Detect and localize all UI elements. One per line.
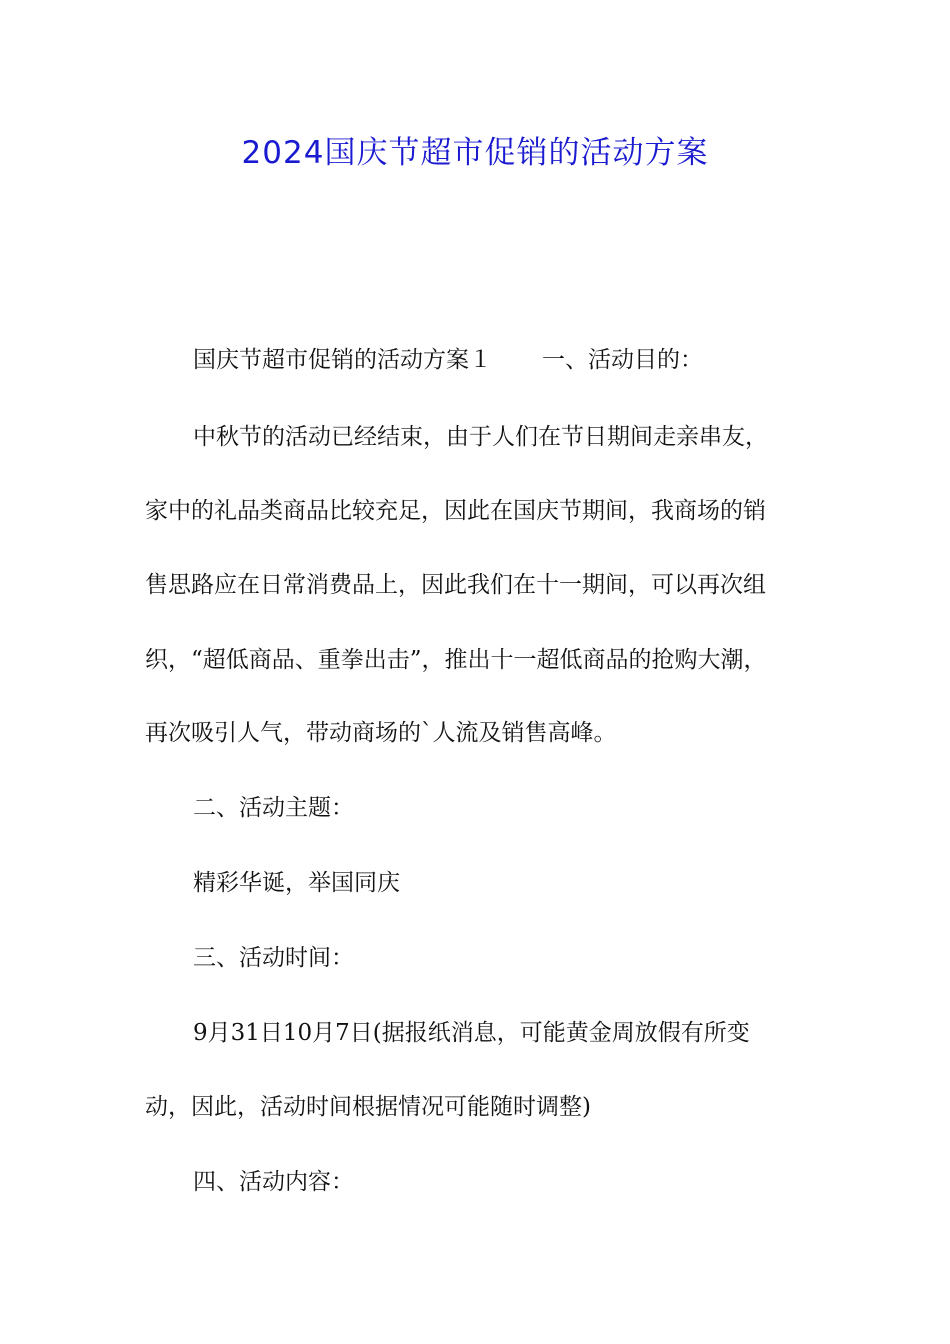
section-heading-time: 三、活动时间： bbox=[193, 945, 354, 971]
section-heading-purpose: 一、活动目的： bbox=[542, 347, 703, 373]
paragraph-line-time-1: 9月31日10月7日(据报纸消息，可能黄金周放假有所变 bbox=[193, 1020, 750, 1046]
section-heading-plan-1: 国庆节超市促销的活动方案１ bbox=[193, 347, 492, 373]
paragraph-line-6: 再次吸引人气，带动商场的`人流及销售高峰。 bbox=[145, 720, 617, 746]
document-title: 2024国庆节超市促销的活动方案 bbox=[241, 135, 709, 171]
paragraph-line-2: 中秋节的活动已经结束，由于人们在节日期间走亲串友， bbox=[193, 424, 768, 450]
paragraph-line-1 bbox=[193, 343, 703, 377]
paragraph-line-3: 家中的礼品类商品比较充足，因此在国庆节期间，我商场的销 bbox=[145, 498, 766, 524]
paragraph-line-5: 织，“超低商品、重拳出击”，推出十一超低商品的抢购大潮， bbox=[145, 647, 767, 673]
paragraph-line-4: 售思路应在日常消费品上，因此我们在十一期间，可以再次组 bbox=[145, 572, 766, 598]
section-heading-theme: 二、活动主题： bbox=[193, 795, 354, 821]
theme-text: 精彩华诞，举国同庆 bbox=[193, 870, 400, 896]
paragraph-line-time-2: 动，因此，活动时间根据情况可能随时调整) bbox=[145, 1094, 591, 1120]
section-heading-content: 四、活动内容： bbox=[193, 1169, 354, 1195]
